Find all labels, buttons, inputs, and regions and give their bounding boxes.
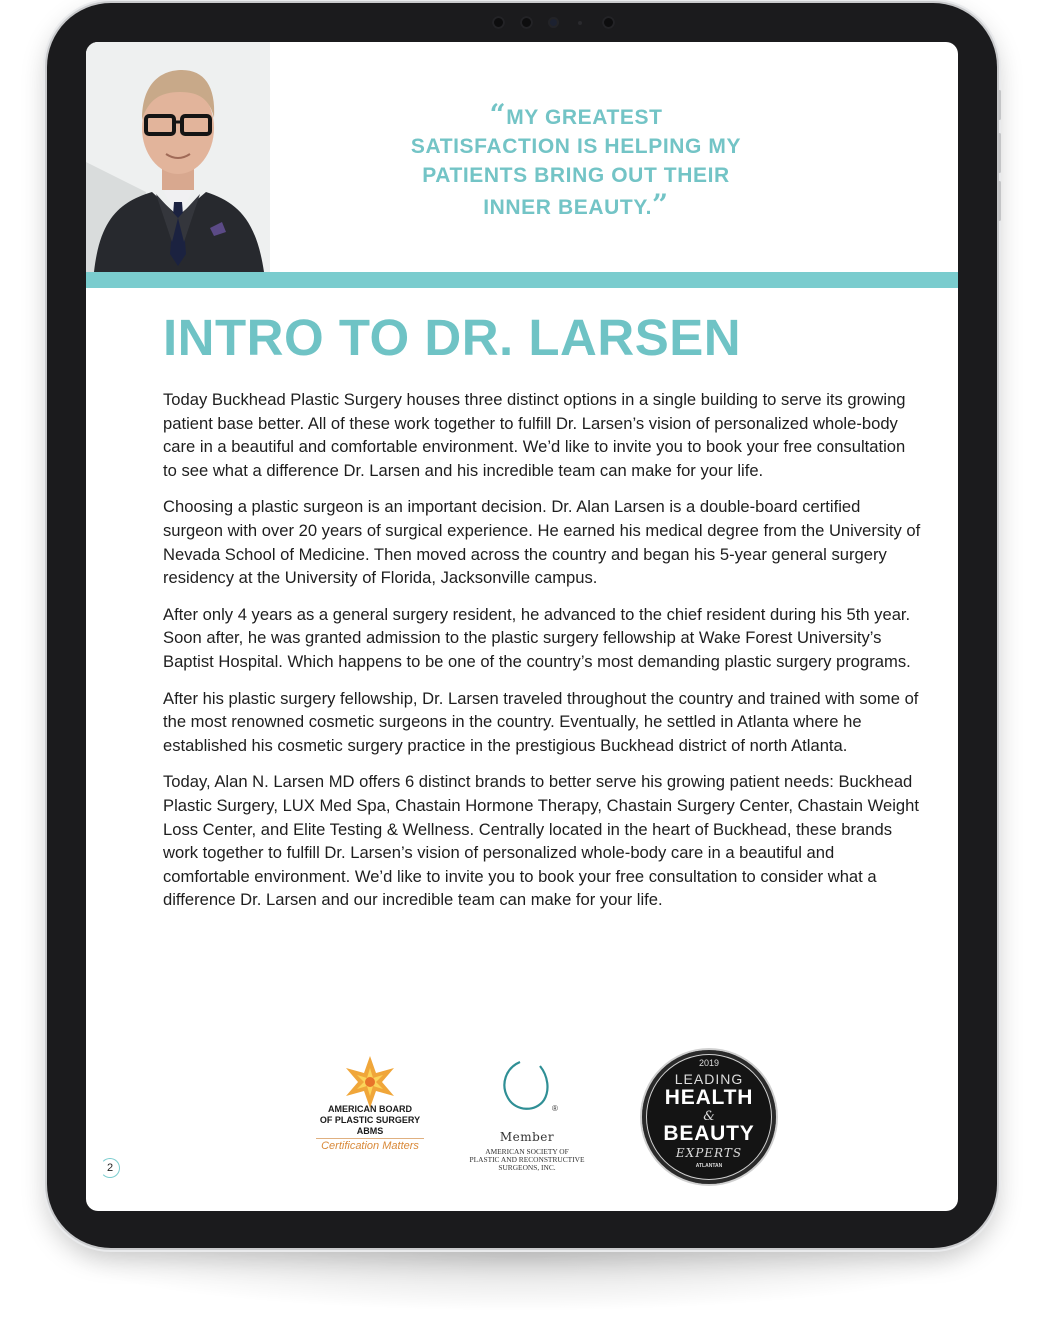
- tablet-volume-down: [998, 181, 1001, 221]
- page-title: INTRO TO DR. LARSEN: [163, 309, 742, 366]
- badge-publisher: ATLANTAN: [695, 1163, 723, 1169]
- award-badge: [642, 1050, 776, 1184]
- asps-org-name: AMERICAN SOCIETY OF PLASTIC AND RECONSTRUCTIVE SURGEONS, INC.: [469, 1147, 585, 1172]
- close-quote-mark: ”: [652, 188, 669, 221]
- sensor-dot: [602, 16, 615, 29]
- registered-mark: ®: [552, 1104, 558, 1113]
- camera-bar: [492, 14, 662, 32]
- badge-health: HEALTH: [664, 1086, 754, 1109]
- paragraph: Today Buckhead Plastic Surgery houses three distinct options in a single building to serve its growing patient base better. All of these work together to fulfill Dr. Larsen’s vision of personalized whole-body care in a beautiful and comfortable environment. We’d like to invite you to book your free consultation to see what a difference Dr. Larsen and his incredible team can make for your life.: [163, 390, 906, 480]
- sensor-dot: [520, 16, 533, 29]
- pull-quote: [356, 100, 796, 222]
- asps-member-label: Member: [499, 1130, 555, 1144]
- abps-line: OF PLASTIC SURGERY: [319, 1115, 421, 1125]
- quote-line: INNER BEAUTY.”: [483, 188, 669, 221]
- body-text: [163, 388, 923, 925]
- abps-logo: [306, 1054, 434, 1164]
- sensor-dot: [492, 16, 505, 29]
- paragraph: After his plastic surgery fellowship, Dr. Larsen traveled throughout the country and trained with some of the most renowned cosmetic surgeons in the country. Eventually, he settled in Atlanta where he established his cosmetic surgery practice in the prestigious Buckhead district of north Atlanta.: [163, 688, 919, 755]
- camera-lens: [548, 17, 559, 28]
- quote-line: SATISFACTION IS HELPING MY: [410, 135, 742, 158]
- abps-line: AMERICAN BOARD: [328, 1104, 412, 1114]
- paragraph: After only 4 years as a general surgery resident, he advanced to the chief resident during his 5th year. Soon after, he was granted admission to the plastic surgery fellowship at Wake Forest University’s Baptist Hospital. Which happens to be one of the country’s most demanding plastic surgery programs.: [163, 604, 911, 671]
- sensor-dot: [578, 21, 582, 25]
- star-icon: [306, 1054, 434, 1110]
- quote-line: “MY GREATEST: [489, 98, 663, 131]
- paragraph: Today, Alan N. Larsen MD offers 6 distinct brands to better serve his growing patient needs: Buckhead Plastic Surgery, LUX Med Spa, Chastain Hormone Therapy, Chastain Surgery Center, Chastain Weight Loss Center, and Elite Testing & Wellness. Centrally located in the heart of Buckhead, these brands work together to fulfill Dr. Larsen’s vision of personalized whole-body care in a beautiful and comfortable environment. We’d like to invite you to book your free consultation to consider what a difference Dr. Larsen and our incredible team can make for your life.: [163, 772, 919, 910]
- badge-beauty: BEAUTY: [663, 1122, 755, 1145]
- asps-logo: [442, 1054, 612, 1172]
- paragraph: Choosing a plastic surgeon is an important decision. Dr. Alan Larsen is a double-board certified surgeon with over 20 years of surgical experience. He earned his medical degree from the University of Nevada School of Medicine. Then moved across the country and began his 5-year general surgery residency at the University of Florida, Jacksonville campus.: [163, 497, 921, 588]
- abps-line: ABMS: [356, 1126, 384, 1136]
- asps-circle-icon: [442, 1054, 612, 1116]
- document-page: [86, 42, 958, 1211]
- badge-leading: LEADING: [674, 1071, 744, 1087]
- tablet-side-button: [998, 90, 1001, 120]
- page-number: 2: [100, 1158, 120, 1178]
- abps-tagline: Certification Matters: [321, 1140, 419, 1152]
- badge-year: 2019: [698, 1058, 720, 1068]
- quote-line: PATIENTS BRING OUT THEIR: [422, 164, 730, 187]
- badge-experts: EXPERTS: [675, 1146, 743, 1160]
- doctor-portrait: [86, 42, 270, 272]
- accent-divider: [86, 272, 958, 288]
- tablet-volume-up: [998, 133, 1001, 173]
- badge-ampersand: &: [703, 1109, 715, 1124]
- open-quote-mark: “: [489, 98, 507, 131]
